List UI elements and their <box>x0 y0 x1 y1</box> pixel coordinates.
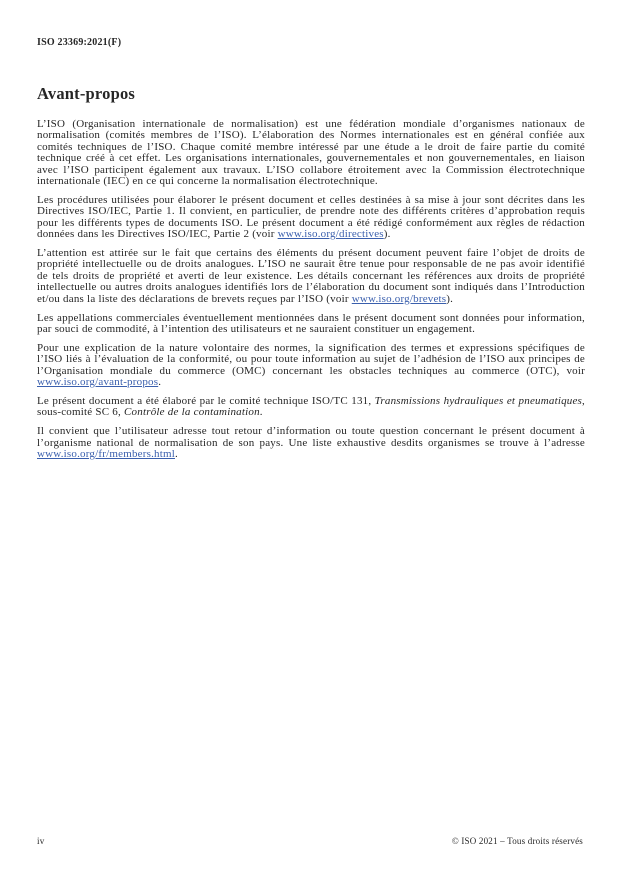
text-run: L’ISO (Organisation internationale de normalisation) est une fédération mondiale d’organismes nationaux de normalisation (comités membres de l’ISO). L’élaboration des Normes internationales est en général confiée aux comités techniques de l’ISO. Chaque comité membre intéressé par une étude a le droit de faire partie du comité technique créé à cet effet. Les organisations internationales, gouvernementales et non gouvernementales, en liaison avec l’ISO participent également aux travaux. L’ISO collabore étroitement avec la Commission électrotechnique internationale (IEC) en ce qui concerne la normalisation électrotechnique. <box>37 118 585 188</box>
text-run: . <box>175 448 178 461</box>
copyright-notice: © ISO 2021 – Tous droits réservés <box>451 836 583 846</box>
text-run: . <box>259 406 263 419</box>
paragraph-wto-otc <box>37 343 585 389</box>
paragraph-feedback <box>37 426 585 460</box>
paragraph-trade-names <box>37 313 585 336</box>
link-iso-avant-propos[interactable]: www.iso.org/avant-propos <box>37 376 159 389</box>
text-run: ). <box>446 292 454 305</box>
text-run: Le présent document a été élaboré par le comité technique ISO/TC 131, <box>37 395 375 408</box>
paragraph-iso-intro <box>37 119 585 187</box>
text-run: Les procédures utilisées pour élaborer le présent document et celles destinées à sa mise à jour sont décrites dans les Directives ISO/IEC, Partie 1. Il convient, en particulier, de prendre note des différents critères d’approbation requis pour les différents types de documents ISO. Le présent document a été rédigé conformément aux règles de rédaction données dans les Directives ISO/IEC, Partie 2 (voir <box>37 193 585 241</box>
italic-text: Transmissions hydrauliques et pneumatiques <box>374 395 583 408</box>
link-iso-directives[interactable]: www.iso.org/directives <box>277 228 384 241</box>
text-run: Il convient que l’utilisateur adresse tout retour d’information ou toute question concernant le présent document à l’organisme national de normalisation de son pays. Une liste exhaustive desdits organismes se trouve à l’adresse <box>37 425 585 449</box>
text-run: Les appellations commerciales éventuellement mentionnées dans le présent document sont données pour information, par souci de commodité, à l’intention des utilisateurs et ne sauraient constituer un engagement. <box>37 311 585 335</box>
page-number: iv <box>37 836 45 846</box>
text-run: . <box>158 376 162 389</box>
text-run: ). <box>383 228 391 241</box>
text-run: L’attention est attirée sur le fait que certains des éléments du présent document peuvent faire l’objet de droits de propriété intellectuelle ou de droits analogues. L’ISO ne saurait être tenue pour responsable de ne pas avoir identifié de tels droits de propriété et averti de leur existence. Les détails concernant les références aux droits de propriété intellectuelle ou autres droits analogues identifiés lors de l’élaboration du document sont indiqués dans l’Introduction et/ou dans la liste des déclarations de brevets reçues par l’ISO (voir <box>37 247 585 305</box>
text-run: , sous-comité SC 6, <box>37 395 585 419</box>
document-reference: ISO 23369:2021(F) <box>37 37 122 48</box>
paragraph-ip-rights <box>37 248 585 305</box>
link-iso-brevets[interactable]: www.iso.org/brevets <box>351 292 447 305</box>
paragraph-committee <box>37 396 585 419</box>
italic-text: Contrôle de la contamination <box>124 406 260 419</box>
text-run: Pour une explication de la nature volontaire des normes, la signification des termes et expressions spécifiques de l’ISO liés à l’évaluation de la conformité, ou pour toute information au sujet de l’adhésion de l’ISO aux principes de l’Organisation mondiale du commerce (OMC) concernant les obstacles techniques au commerce (OTC), voir <box>37 341 585 377</box>
body-text <box>37 119 585 468</box>
link-iso-members[interactable]: www.iso.org/fr/members.html <box>37 448 175 461</box>
page-footer <box>37 836 583 846</box>
paragraph-procedures <box>37 195 585 241</box>
section-title: Avant-propos <box>37 84 136 103</box>
